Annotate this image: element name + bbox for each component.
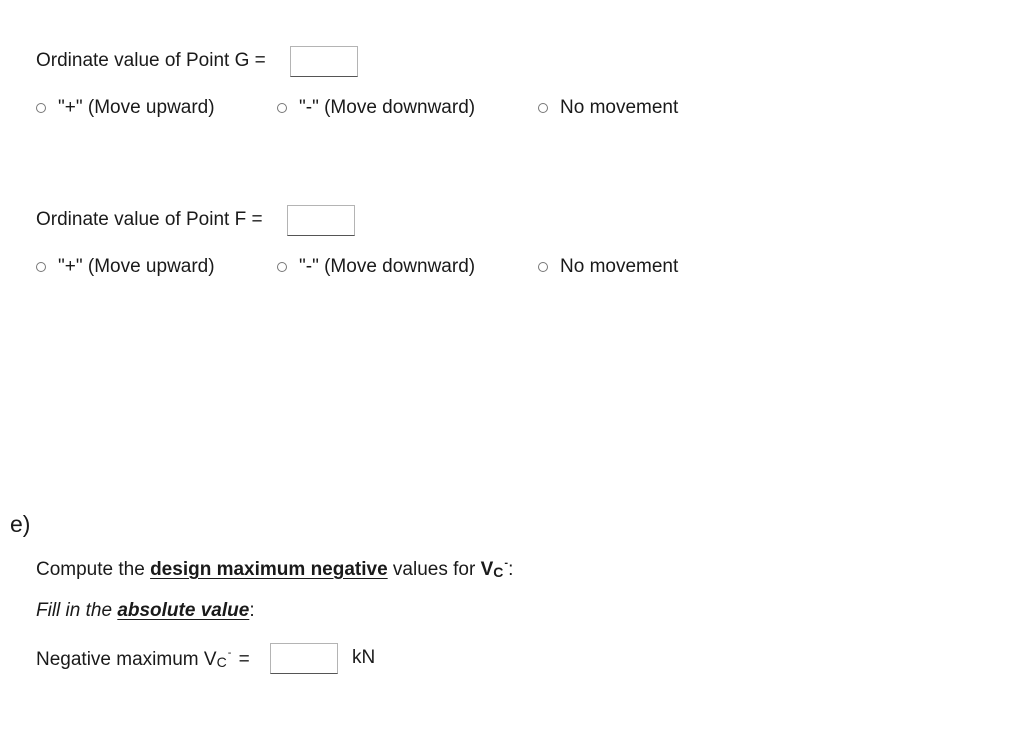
option-label: "+" (Move upward) (58, 97, 215, 118)
point-g-option-none[interactable] (538, 97, 678, 119)
point-f-option-none[interactable] (538, 256, 678, 278)
unit-label: kN (352, 647, 376, 668)
negative-max-vc-input[interactable] (270, 643, 338, 674)
option-label: "-" (Move downward) (299, 97, 476, 118)
symbol-sub: C (493, 564, 504, 580)
compute-pre: Compute the (36, 559, 151, 580)
section-letter: e) (10, 511, 31, 537)
point-g-label: Ordinate value of Point G = (36, 50, 266, 71)
compute-symbol (481, 559, 508, 580)
radio-icon[interactable] (538, 262, 548, 272)
answer-eq: = (238, 649, 250, 670)
fill-end: : (249, 600, 255, 621)
compute-instruction (36, 557, 513, 581)
option-label: "+" (Move upward) (58, 256, 215, 277)
symbol-v: V (480, 559, 494, 580)
point-g-option-up[interactable] (36, 97, 215, 119)
compute-end: : (508, 559, 514, 580)
fill-emphasis: absolute value (117, 600, 250, 621)
symbol-sup: - (504, 557, 509, 569)
point-f-option-down[interactable] (277, 256, 475, 278)
answer-pre: Negative maximum V (36, 649, 217, 670)
fill-instruction (36, 600, 255, 622)
option-label: No movement (560, 97, 679, 118)
point-f-option-up[interactable] (36, 256, 215, 278)
compute-emphasis: design maximum negative (150, 559, 388, 580)
answer-label (36, 647, 250, 671)
answer-sup: - (227, 647, 232, 659)
radio-icon[interactable] (36, 103, 46, 113)
radio-icon[interactable] (277, 262, 287, 272)
point-f-input[interactable] (287, 205, 355, 236)
radio-icon[interactable] (277, 103, 287, 113)
point-f-label: Ordinate value of Point F = (36, 209, 263, 230)
point-g-input[interactable] (290, 46, 358, 77)
answer-sub: C (216, 654, 227, 670)
radio-icon[interactable] (538, 103, 548, 113)
point-g-option-down[interactable] (277, 97, 475, 119)
compute-mid: values for (387, 559, 481, 580)
fill-pre: Fill in the (36, 600, 118, 621)
option-label: No movement (560, 256, 679, 277)
radio-icon[interactable] (36, 262, 46, 272)
option-label: "-" (Move downward) (299, 256, 476, 277)
